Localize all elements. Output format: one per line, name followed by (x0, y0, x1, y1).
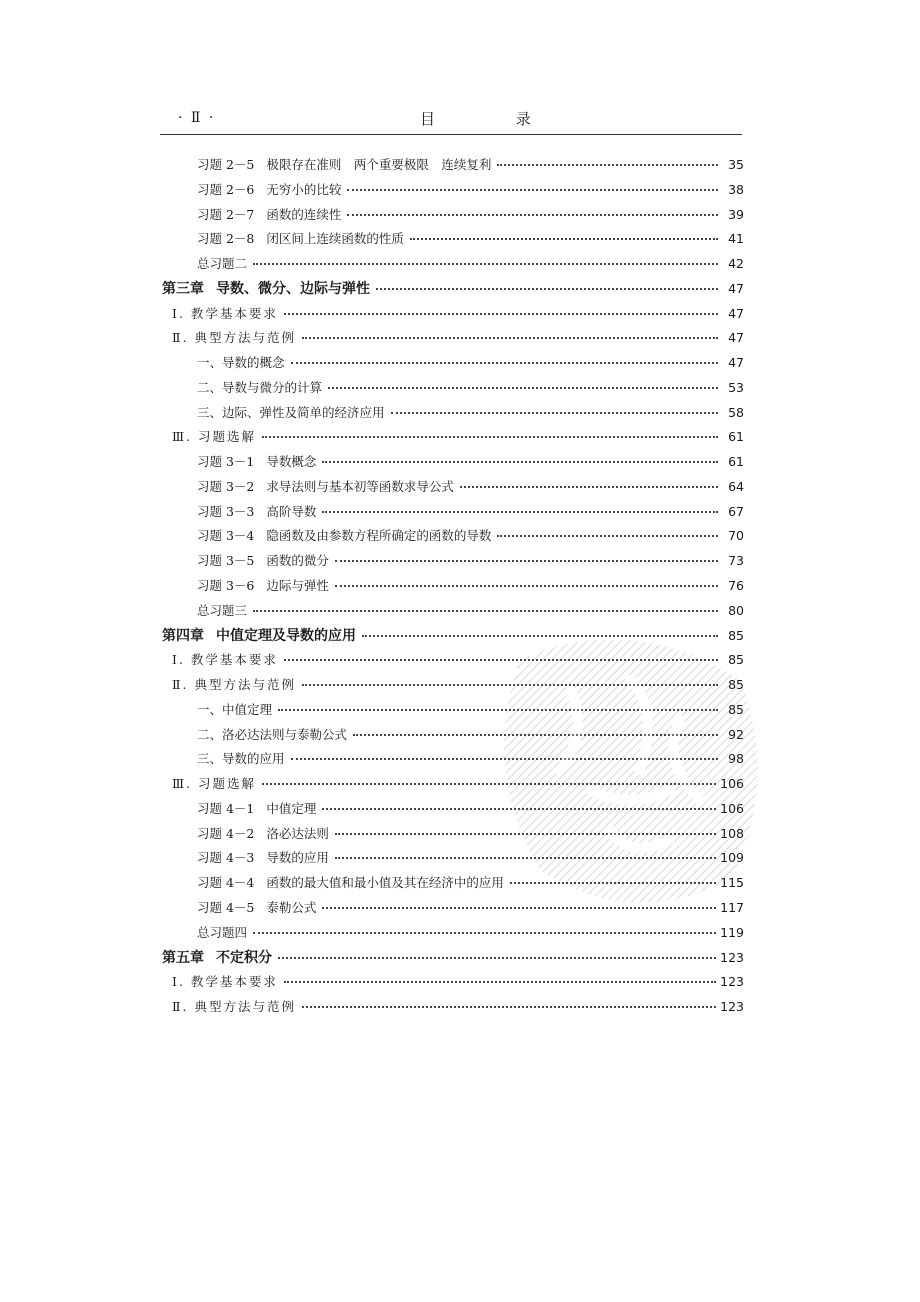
dot-leader (322, 461, 718, 463)
entry-label: Ⅲ. 习题选解 (172, 776, 257, 792)
toc-entry-part[interactable] (160, 670, 744, 695)
dot-leader (335, 833, 716, 835)
dot-leader (253, 263, 718, 265)
entry-code: 习题 4－2 (197, 825, 255, 841)
dot-leader (347, 214, 718, 216)
dot-leader (262, 436, 718, 438)
entry-label: 隐函数及由参数方程所确定的函数的导数 (266, 528, 492, 544)
entry-code: 第四章 (162, 627, 204, 644)
entry-page-number: 61 (728, 429, 744, 445)
dot-leader (322, 907, 716, 909)
entry-page-number: 47 (728, 305, 744, 321)
entry-label: 导数概念 (266, 454, 317, 470)
toc-entry-section[interactable] (160, 794, 744, 819)
entry-code: 习题 3－3 (197, 503, 255, 519)
entry-label: 中值定理及导数的应用 (216, 627, 356, 644)
page-number: · Ⅱ · (178, 110, 216, 126)
toc-entry-section[interactable] (160, 744, 744, 769)
entry-label: 总习题三 (197, 602, 248, 618)
dot-leader (335, 560, 718, 562)
entry-page-number: 85 (728, 627, 744, 643)
entry-label: Ⅰ. 教学基本要求 (172, 974, 278, 990)
entry-code: 习题 4－5 (197, 899, 255, 915)
entry-label: 无穷小的比较 (266, 181, 342, 197)
toc-entry-section[interactable] (160, 596, 744, 621)
dot-leader (391, 412, 718, 414)
toc-entry-section[interactable] (160, 521, 744, 546)
header-rule (160, 134, 742, 135)
entry-page-number: 47 (728, 330, 744, 346)
entry-code: 第五章 (162, 949, 204, 966)
entry-code: 习题 3－6 (197, 578, 255, 594)
entry-label: 三、边际、弹性及简单的经济应用 (197, 404, 385, 420)
entry-code: 第三章 (162, 280, 204, 297)
entry-code: 习题 2－5 (197, 157, 255, 172)
entry-label: 边际与弹性 (266, 578, 329, 594)
entry-code: 习题 3－2 (197, 478, 255, 494)
entry-code: 习题 3－1 (197, 454, 255, 470)
entry-page-number: 98 (728, 751, 744, 767)
toc-entry-section[interactable] (160, 720, 744, 745)
entry-page-number: 58 (728, 404, 744, 420)
toc-entry-part[interactable] (160, 645, 744, 670)
dot-leader (322, 511, 718, 513)
toc-entry-part[interactable] (160, 769, 744, 794)
toc-entry-section[interactable] (160, 918, 744, 943)
entry-label: 高阶导数 (266, 503, 317, 519)
entry-page-number: 85 (728, 701, 744, 717)
toc-entry-section[interactable] (160, 200, 744, 225)
toc-entry-section[interactable] (160, 175, 744, 200)
entry-page-number: 108 (720, 825, 744, 841)
toc-entry-part[interactable] (160, 299, 744, 324)
entry-label: 导数、微分、边际与弹性 (216, 280, 370, 297)
entry-label: Ⅰ. 教学基本要求 (172, 305, 278, 321)
dot-leader (347, 189, 718, 191)
toc-entry-section[interactable] (160, 546, 744, 571)
toc-entry-section[interactable] (160, 893, 744, 918)
entry-page-number: 85 (728, 652, 744, 668)
entry-label: 极限存在准则 两个重要极限 连续复利 (266, 157, 492, 172)
dot-leader (284, 981, 716, 983)
dot-leader (497, 535, 718, 537)
toc-entry-section[interactable] (160, 373, 744, 398)
entry-label: 不定积分 (216, 949, 272, 966)
dot-leader (410, 238, 718, 240)
toc-entry-part[interactable] (160, 323, 744, 348)
entry-label: 二、导数与微分的计算 (197, 379, 323, 395)
toc-entry-part[interactable] (160, 992, 744, 1017)
dot-leader (376, 288, 718, 290)
dot-leader (278, 709, 718, 711)
dot-leader (510, 882, 716, 884)
entry-page-number: 53 (728, 379, 744, 395)
entry-page-number: 85 (728, 677, 744, 693)
dot-leader (284, 313, 718, 315)
entry-code: 习题 4－3 (197, 850, 255, 866)
dot-leader (328, 387, 718, 389)
entry-page-number: 123 (720, 999, 744, 1015)
entry-label: 总习题二 (197, 256, 248, 272)
dot-leader (302, 1006, 716, 1008)
entry-label: 三、导数的应用 (197, 751, 285, 767)
entry-label: 函数的微分 (266, 553, 329, 569)
entry-page-number: 92 (728, 726, 744, 742)
entry-label: 中值定理 (266, 800, 317, 816)
dot-leader (335, 585, 718, 587)
toc-entry-section[interactable] (160, 695, 744, 720)
toc-entry-section[interactable] (160, 398, 744, 423)
entry-page-number: 76 (728, 578, 744, 594)
toc-entry-section[interactable] (160, 348, 744, 373)
entry-page-number: 117 (720, 899, 744, 915)
entry-label: Ⅲ. 习题选解 (172, 429, 257, 445)
toc-entry-section[interactable] (160, 150, 744, 175)
entry-label: Ⅱ. 典型方法与范例 (172, 677, 296, 693)
dot-leader (322, 808, 716, 810)
dot-leader (335, 857, 716, 859)
toc-entry-chapter[interactable] (160, 621, 744, 646)
entry-label: 函数的最大值和最小值及其在经济中的应用 (266, 875, 504, 891)
entry-label: 求导法则与基本初等函数求导公式 (266, 478, 454, 494)
toc-entry-chapter[interactable] (160, 943, 744, 968)
toc-entry-section[interactable] (160, 447, 744, 472)
entry-page-number: 73 (728, 553, 744, 569)
dot-leader (302, 684, 718, 686)
entry-page-number: 39 (728, 206, 744, 222)
entry-label: 泰勒公式 (266, 899, 317, 915)
toc-entry-section[interactable] (160, 571, 744, 596)
toc-entry-part[interactable] (160, 422, 744, 447)
toc-entry-section[interactable] (160, 819, 744, 844)
toc-entry-chapter[interactable] (160, 274, 744, 299)
entry-code: 习题 3－4 (197, 528, 255, 544)
entry-code: 习题 3－5 (197, 553, 255, 569)
dot-leader (497, 164, 718, 166)
entry-page-number: 38 (728, 181, 744, 197)
entry-page-number: 80 (728, 602, 744, 618)
toc-entry-section[interactable] (160, 497, 744, 522)
dot-leader (460, 486, 718, 488)
toc-entry-section[interactable] (160, 868, 744, 893)
entry-label: 一、中值定理 (197, 701, 273, 717)
entry-page-number: 67 (728, 503, 744, 519)
entry-page-number: 123 (720, 949, 744, 965)
dot-leader (262, 783, 716, 785)
entry-code: 习题 2－8 (197, 231, 255, 247)
entry-page-number: 123 (720, 974, 744, 990)
entry-label: 二、洛必达法则与泰勒公式 (197, 726, 348, 742)
entry-page-number: 47 (728, 280, 744, 296)
entry-page-number: 64 (728, 478, 744, 494)
entry-label: 洛必达法则 (266, 825, 329, 841)
entry-page-number: 106 (720, 800, 744, 816)
dot-leader (278, 957, 716, 959)
dot-leader (302, 337, 718, 339)
entry-page-number: 70 (728, 528, 744, 544)
entry-page-number: 41 (728, 231, 744, 247)
dot-leader (253, 610, 718, 612)
entry-label: Ⅱ. 典型方法与范例 (172, 330, 296, 346)
entry-page-number: 42 (728, 256, 744, 272)
toc-entry-section[interactable] (160, 472, 744, 497)
dot-leader (253, 932, 716, 934)
toc-entry-section[interactable] (160, 224, 744, 249)
entry-page-number: 47 (728, 355, 744, 371)
entry-label: 函数的连续性 (266, 206, 342, 222)
entry-page-number: 35 (728, 157, 744, 172)
dot-leader (362, 635, 718, 637)
entry-label: Ⅱ. 典型方法与范例 (172, 999, 296, 1015)
page-title: 目 录 (420, 110, 569, 128)
entry-page-number: 119 (720, 924, 744, 940)
toc-entry-section[interactable] (160, 843, 744, 868)
toc-entry-part[interactable] (160, 967, 744, 992)
entry-code: 习题 4－4 (197, 875, 255, 891)
table-of-contents (160, 150, 744, 1017)
entry-label: 总习题四 (197, 924, 248, 940)
dot-leader (284, 659, 718, 661)
page-header (160, 108, 742, 134)
entry-code: 习题 4－1 (197, 800, 255, 816)
entry-code: 习题 2－6 (197, 181, 255, 197)
entry-label: 闭区间上连续函数的性质 (266, 231, 404, 247)
dot-leader (353, 734, 718, 736)
entry-label: 一、导数的概念 (197, 355, 285, 371)
entry-code: 习题 2－7 (197, 206, 255, 222)
dot-leader (291, 362, 718, 364)
entry-label: 导数的应用 (266, 850, 329, 866)
dot-leader (291, 758, 718, 760)
entry-label: Ⅰ. 教学基本要求 (172, 652, 278, 668)
entry-page-number: 106 (720, 776, 744, 792)
entry-page-number: 61 (728, 454, 744, 470)
toc-entry-section[interactable] (160, 249, 744, 274)
entry-page-number: 109 (720, 850, 744, 866)
entry-page-number: 115 (720, 875, 744, 891)
